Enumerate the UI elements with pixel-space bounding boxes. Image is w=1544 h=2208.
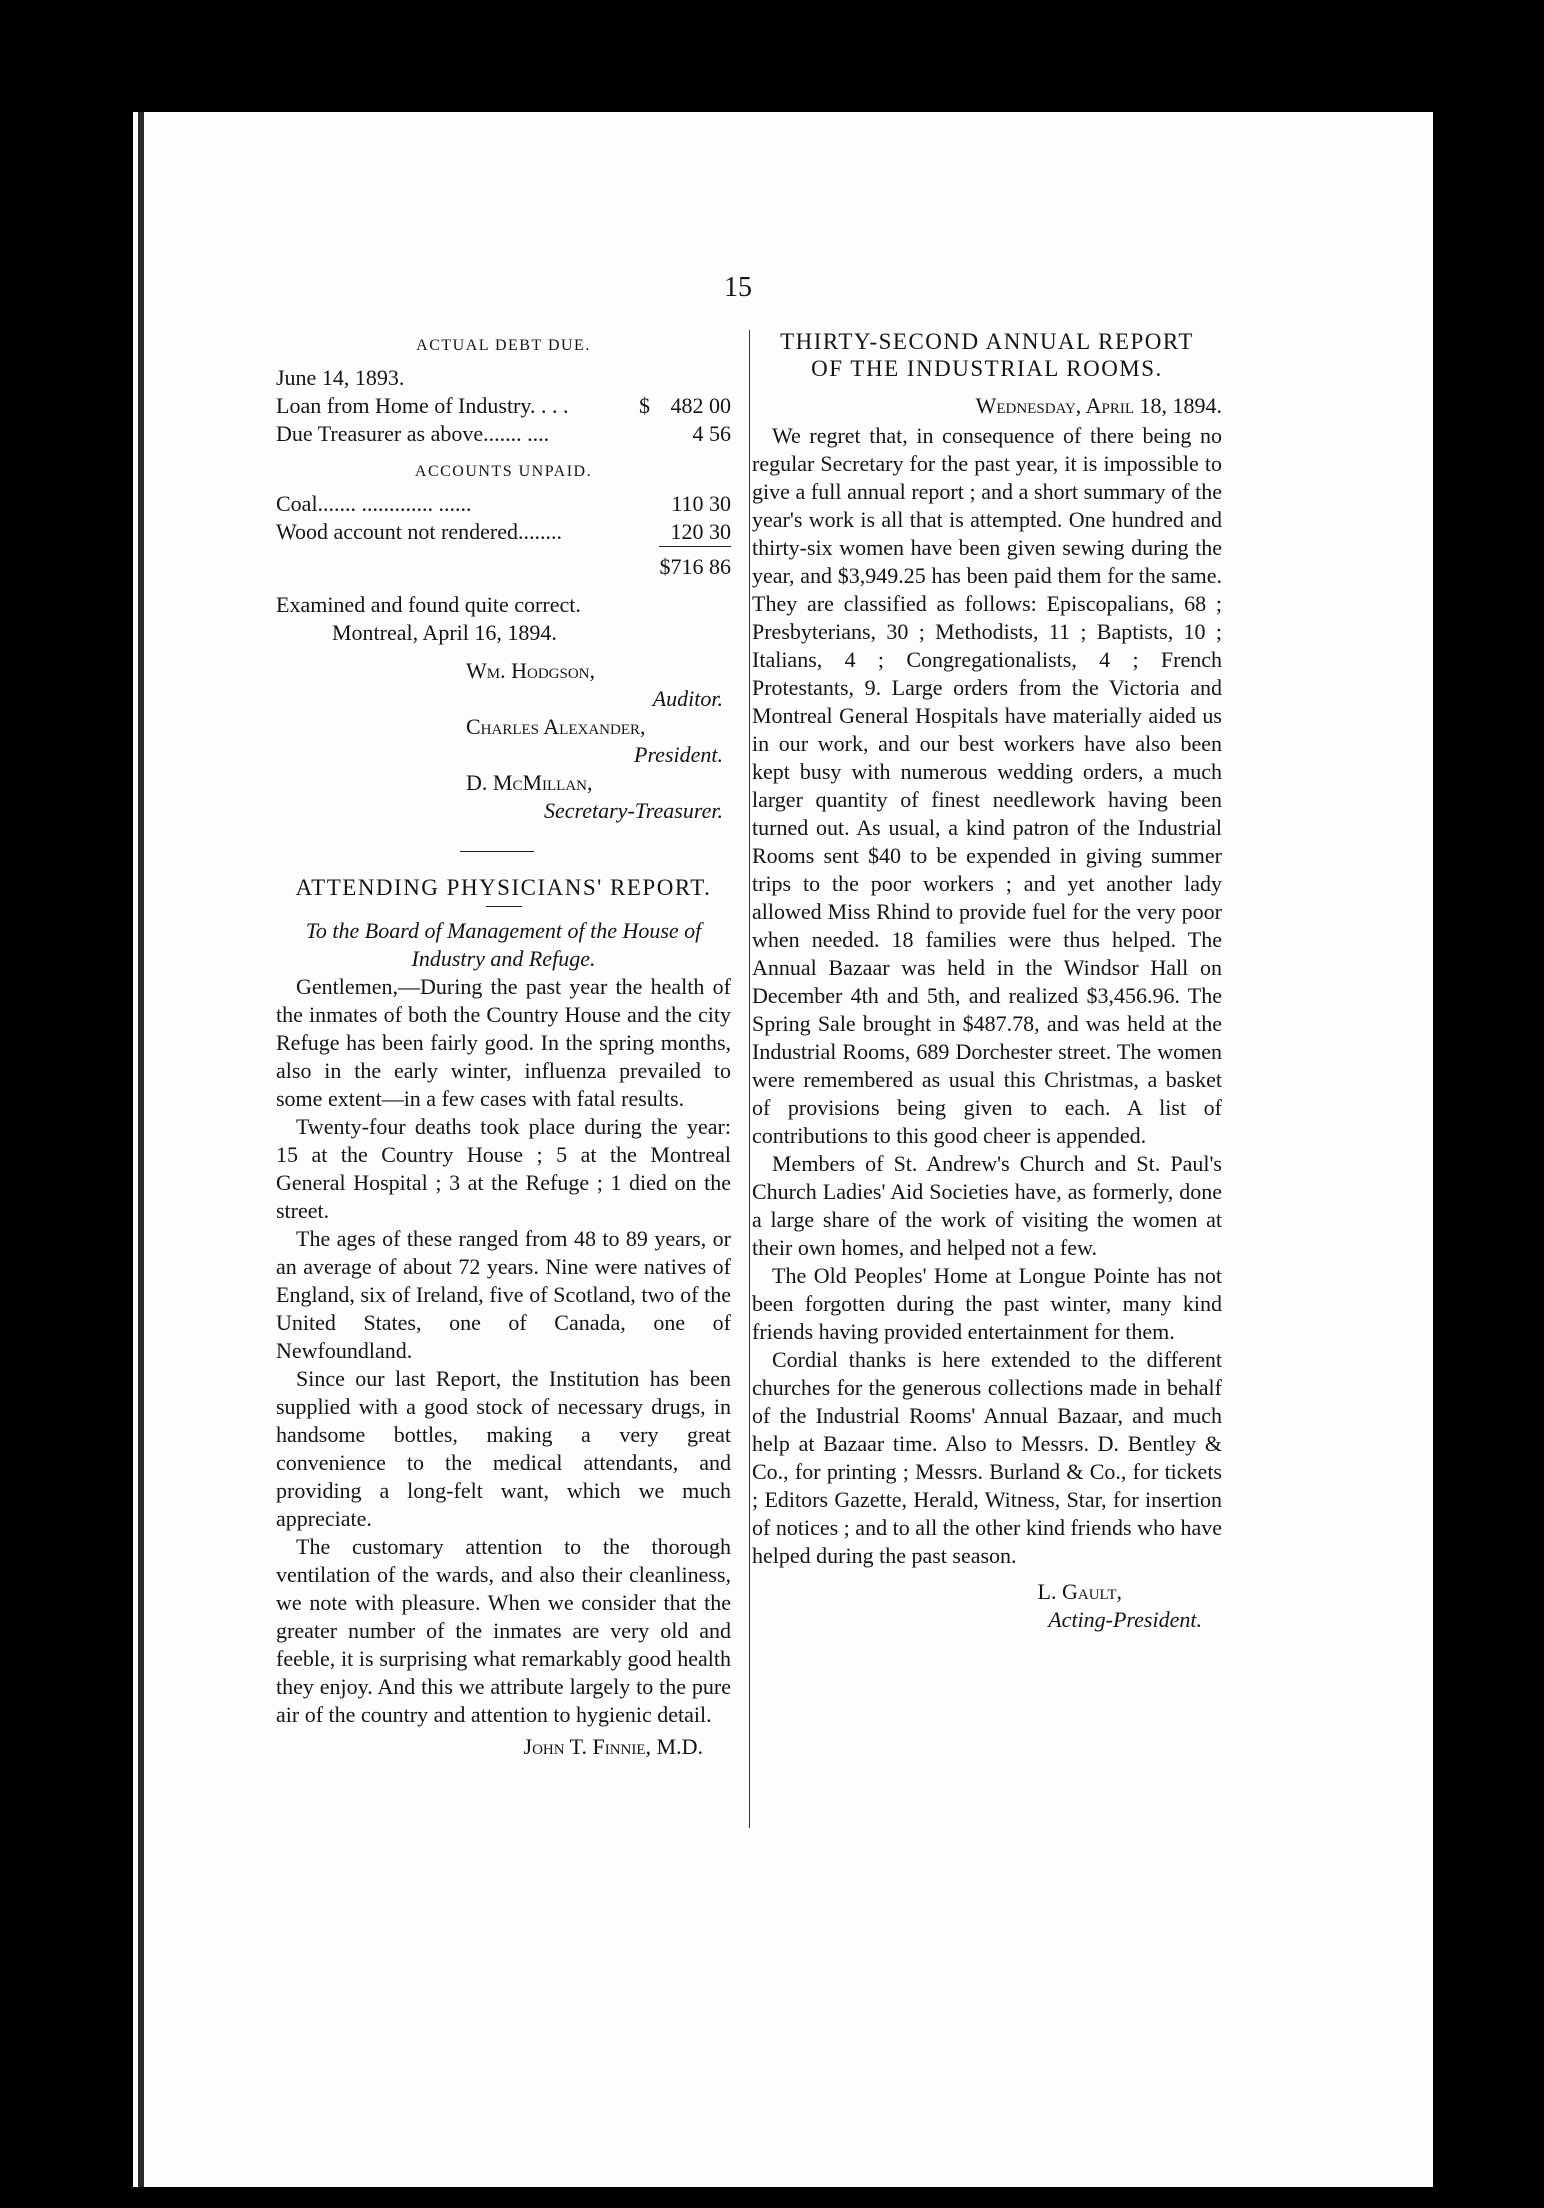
section-rule bbox=[460, 851, 534, 852]
row-amount: 120 30 bbox=[670, 519, 731, 544]
row-dollar: $ bbox=[639, 393, 650, 418]
gault-role: Acting-President. bbox=[1048, 1607, 1202, 1632]
examined-line: Examined and found quite correct. bbox=[276, 592, 581, 617]
physicians-report-title: ATTENDING PHYSICIANS' REPORT. bbox=[295, 875, 712, 900]
row-label: Loan from Home of Industry. . . . bbox=[276, 393, 569, 418]
row-label: Wood account not rendered........ bbox=[276, 519, 562, 544]
row-label: Due Treasurer as above....... .... bbox=[276, 421, 550, 446]
table-row bbox=[276, 392, 731, 420]
auditor-role: Auditor. bbox=[652, 686, 723, 711]
report-paragraph: The Old Peoples' Home at Longue Pointe has not been forgotten during the past winter, many kind friends having provided entertainment for them. bbox=[752, 1263, 1222, 1344]
total-amount: $716 86 bbox=[659, 547, 731, 582]
debt-table bbox=[276, 392, 731, 448]
place-date: Montreal, April 16, 1894. bbox=[332, 620, 557, 645]
page-number: 15 bbox=[724, 272, 752, 303]
title-rule bbox=[486, 906, 522, 907]
binding-edge bbox=[138, 112, 144, 2187]
annual-report-title: THIRTY-SECOND ANNUAL REPORT bbox=[780, 329, 1194, 354]
row-amount: 482 00 bbox=[670, 393, 731, 418]
treasurer-role: Secretary-Treasurer. bbox=[543, 798, 723, 823]
table-row bbox=[276, 490, 731, 518]
table-row bbox=[276, 420, 731, 448]
report-address: To the Board of Management of the House of Industry and Refuge. bbox=[305, 918, 702, 971]
physician-signature: John T. Finnie, M.D. bbox=[523, 1734, 703, 1759]
column-divider bbox=[749, 330, 750, 1828]
president-role: President. bbox=[634, 742, 723, 767]
debt-date: June 14, 1893. bbox=[276, 365, 405, 390]
report-paragraph: Members of St. Andrew's Church and St. Paul's Church Ladies' Aid Societies have, as formerly, done a large share of the work of visiting the women at their own homes, and helped not a few. bbox=[752, 1151, 1222, 1260]
row-dollar bbox=[639, 420, 659, 448]
row-amount: 110 30 bbox=[671, 491, 731, 516]
report-paragraph: We regret that, in consequence of there being no regular Secretary for the past year, it is impossible to give a full annual report ; and a short summary of the year's work is all that is attempted. One hundred and thirty-six women have been given sewing during the year, and $3,949.25 has been paid them for the same. They are classified as follows: Episcopalians, 68 ; Presbyterians, 30 ; Methodists, 11 ; Baptists, 10 ; Italians, 4 ; Congregationalists, 4 ; French Protestants, 9. Large orders from the Victoria and Montreal General Hospitals have materially aided us in our work, and our best workers have also been kept busy with numerous wedding orders, a much larger quantity of finest needlework having been turned out. As usual, a kind patron of the Industrial Rooms sent $40 to be expended in giving summer trips to the poor workers ; and yet another lady allowed Miss Rhind to provide fuel for the very poor when needed. 18 families were thus helped. The Annual Bazaar was held in the Windsor Hall on December 4th and 5th, and realized $3,456.96. The Spring Sale brought in $487.78, and was held at the Industrial Rooms, 689 Dorchester street. The women were remembered as usual this Christmas, a basket of provisions being given to each. A list of contributions to this good cheer is appended. bbox=[752, 423, 1222, 1148]
treasurer-name: D. McMillan, bbox=[466, 770, 593, 795]
unpaid-heading: ACCOUNTS UNPAID. bbox=[414, 463, 593, 480]
row-amount: 4 56 bbox=[692, 421, 731, 446]
row-label: Coal....... ............. ...... bbox=[276, 491, 472, 516]
annual-report-subtitle: OF THE INDUSTRIAL ROOMS. bbox=[811, 356, 1163, 381]
debt-heading: ACTUAL DEBT DUE. bbox=[416, 337, 591, 354]
gault-name: L. Gault, bbox=[1037, 1579, 1122, 1604]
report-paragraph: Gentlemen,—During the past year the health of the inmates of both the Country House and the city Refuge has been fairly good. In the spring months, also in the early winter, influenza prevailed to some extent—in a few cases with fatal results. bbox=[276, 974, 731, 1111]
total-row bbox=[276, 547, 731, 582]
report-paragraph: Since our last Report, the Institution has been supplied with a good stock of necessary drugs, in handsome bottles, making a very great convenience to the medical attendants, and providing a long-felt want, which we much appreciate. bbox=[276, 1366, 731, 1531]
table-row bbox=[276, 518, 731, 547]
report-paragraph: Twenty-four deaths took place during the year: 15 at the Country House ; 5 at the Montreal General Hospital ; 3 at the Refuge ; 1 died on the street. bbox=[276, 1114, 731, 1223]
president-name: Charles Alexander, bbox=[466, 714, 646, 739]
report-paragraph: The ages of these ranged from 48 to 89 years, or an average of about 72 years. Nine were natives of England, six of Ireland, five of Scotland, two of the United States, one of Canada, one of Newfoundland. bbox=[276, 1226, 731, 1363]
auditor-name: Wm. Hodgson, bbox=[466, 658, 595, 683]
report-dateline: Wednesday, April 18, 1894. bbox=[975, 393, 1222, 418]
report-paragraph: The customary attention to the thorough ventilation of the wards, and also their cleanliness, we note with pleasure. When we consider that the greater number of the inmates are very old and feeble, it is surprising what remarkably good health they enjoy. And this we attribute largely to the pure air of the country and attention to hygienic detail. bbox=[276, 1534, 731, 1727]
left-column bbox=[276, 328, 731, 1761]
right-column bbox=[752, 328, 1222, 1634]
report-paragraph: Cordial thanks is here extended to the different churches for the generous collections made in behalf of the Industrial Rooms' Annual Bazaar, and much help at Bazaar time. Also to Messrs. D. Bentley & Co., for printing ; Messrs. Burland & Co., for tickets ; Editors Gazette, Herald, Witness, Star, for insertion of notices ; and to all the other kind friends who have helped during the past season. bbox=[752, 1347, 1222, 1568]
unpaid-table bbox=[276, 490, 731, 581]
